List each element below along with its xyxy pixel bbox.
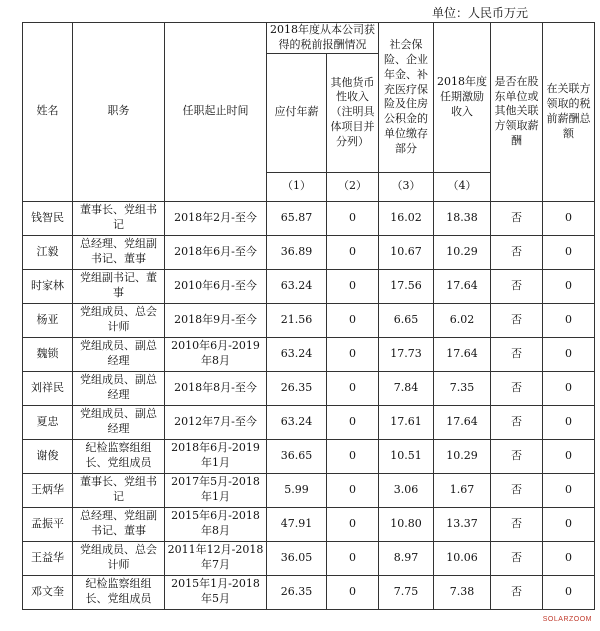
header-tenure: 任职起止时间 [165,23,267,202]
cell-other: 0 [327,575,379,609]
cell-social: 10.51 [379,439,434,473]
cell-incentive: 1.67 [434,473,491,507]
cell-salary: 36.05 [267,541,327,575]
cell-salary: 21.56 [267,303,327,337]
header-salary: 应付年薪 [267,53,327,172]
col-num-4: （4） [434,172,491,201]
cell-position: 纪检监察组组长、党组成员 [73,439,165,473]
cell-tenure: 2015年6月-2018年8月 [165,507,267,541]
cell-other: 0 [327,473,379,507]
cell-social: 17.56 [379,269,434,303]
cell-name: 钱智民 [23,201,73,235]
cell-salary: 47.91 [267,507,327,541]
header-position: 职务 [73,23,165,202]
cell-related-total: 0 [543,371,595,405]
table-row [23,473,595,507]
cell-name: 刘祥民 [23,371,73,405]
cell-other: 0 [327,541,379,575]
header-other-income: 其他货币性收入（注明具体项目并分列） [327,53,379,172]
col-num-2: （2） [327,172,379,201]
cell-related: 否 [491,269,543,303]
cell-related-total: 0 [543,439,595,473]
cell-tenure: 2018年2月-至今 [165,201,267,235]
cell-related: 否 [491,201,543,235]
cell-related-total: 0 [543,575,595,609]
cell-incentive: 7.35 [434,371,491,405]
cell-related: 否 [491,473,543,507]
cell-other: 0 [327,303,379,337]
header-related-total: 在关联方领取的税前薪酬总额 [543,23,595,202]
cell-name: 时家林 [23,269,73,303]
cell-social: 17.61 [379,405,434,439]
cell-tenure: 2010年6月-2019年8月 [165,337,267,371]
table-row [23,337,595,371]
cell-incentive: 7.38 [434,575,491,609]
cell-name: 王炳华 [23,473,73,507]
cell-name: 杨亚 [23,303,73,337]
cell-salary: 5.99 [267,473,327,507]
header-social-insurance: 社会保险、企业年金、补充医疗保险及住房公积金的单位缴存部分 [379,23,434,173]
cell-related-total: 0 [543,405,595,439]
cell-salary: 63.24 [267,337,327,371]
cell-tenure: 2018年6月-至今 [165,235,267,269]
cell-related: 否 [491,507,543,541]
cell-position: 党组成员、总会计师 [73,303,165,337]
cell-other: 0 [327,507,379,541]
table-row [23,405,595,439]
cell-incentive: 17.64 [434,405,491,439]
cell-tenure: 2012年7月-至今 [165,405,267,439]
cell-incentive: 10.06 [434,541,491,575]
cell-name: 江毅 [23,235,73,269]
cell-incentive: 17.64 [434,269,491,303]
table-row [23,269,595,303]
cell-other: 0 [327,337,379,371]
col-num-1: （1） [267,172,327,201]
cell-position: 总经理、党组副书记、董事 [73,235,165,269]
cell-social: 6.65 [379,303,434,337]
cell-related: 否 [491,439,543,473]
cell-incentive: 17.64 [434,337,491,371]
cell-position: 党组成员、副总经理 [73,337,165,371]
cell-related: 否 [491,235,543,269]
cell-position: 党组成员、总会计师 [73,541,165,575]
cell-other: 0 [327,405,379,439]
cell-incentive: 13.37 [434,507,491,541]
cell-name: 夏忠 [23,405,73,439]
cell-position: 董事长、党组书记 [73,473,165,507]
cell-other: 0 [327,269,379,303]
cell-related: 否 [491,337,543,371]
cell-social: 17.73 [379,337,434,371]
cell-position: 党组副书记、董事 [73,269,165,303]
cell-incentive: 18.38 [434,201,491,235]
table-row [23,235,595,269]
cell-tenure: 2011年12月-2018年7月 [165,541,267,575]
cell-other: 0 [327,439,379,473]
cell-social: 8.97 [379,541,434,575]
cell-related: 否 [491,575,543,609]
table-row [23,439,595,473]
cell-related: 否 [491,541,543,575]
cell-social: 10.80 [379,507,434,541]
cell-incentive: 10.29 [434,439,491,473]
cell-position: 董事长、党组书记 [73,201,165,235]
table-row [23,303,595,337]
cell-related-total: 0 [543,507,595,541]
cell-name: 王益华 [23,541,73,575]
table-row [23,507,595,541]
cell-related-total: 0 [543,303,595,337]
cell-social: 7.84 [379,371,434,405]
cell-related-total: 0 [543,269,595,303]
cell-related: 否 [491,303,543,337]
table-row [23,541,595,575]
col-num-3: （3） [379,172,434,201]
table-row [23,371,595,405]
cell-other: 0 [327,235,379,269]
cell-salary: 26.35 [267,575,327,609]
cell-related-total: 0 [543,337,595,371]
cell-salary: 65.87 [267,201,327,235]
header-name: 姓名 [23,23,73,202]
cell-name: 谢俊 [23,439,73,473]
cell-tenure: 2018年9月-至今 [165,303,267,337]
cell-position: 党组成员、副总经理 [73,371,165,405]
cell-name: 魏锁 [23,337,73,371]
cell-position: 党组成员、副总经理 [73,405,165,439]
cell-related: 否 [491,405,543,439]
cell-social: 10.67 [379,235,434,269]
cell-salary: 63.24 [267,269,327,303]
cell-related: 否 [491,371,543,405]
table-row [23,575,595,609]
cell-position: 总经理、党组副书记、董事 [73,507,165,541]
cell-social: 7.75 [379,575,434,609]
cell-social: 3.06 [379,473,434,507]
watermark: SOLARZOOM [542,616,592,623]
cell-name: 邓文奎 [23,575,73,609]
cell-tenure: 2018年6月-2019年1月 [165,439,267,473]
cell-tenure: 2010年6月-至今 [165,269,267,303]
table-body [23,201,595,609]
cell-tenure: 2017年5月-2018年1月 [165,473,267,507]
cell-position: 纪检监察组组长、党组成员 [73,575,165,609]
cell-tenure: 2015年1月-2018年5月 [165,575,267,609]
cell-name: 孟振平 [23,507,73,541]
cell-related-total: 0 [543,235,595,269]
cell-other: 0 [327,201,379,235]
cell-social: 16.02 [379,201,434,235]
header-incentive: 2018年度任期激励收入 [434,23,491,173]
cell-incentive: 10.29 [434,235,491,269]
header-related-paid: 是否在股东单位或其他关联方领取薪酬 [491,23,543,202]
cell-salary: 36.89 [267,235,327,269]
header-pretax-group: 2018年度从本公司获得的税前报酬情况 [267,23,379,54]
cell-related-total: 0 [543,473,595,507]
cell-related-total: 0 [543,541,595,575]
cell-related-total: 0 [543,201,595,235]
cell-other: 0 [327,371,379,405]
cell-salary: 36.65 [267,439,327,473]
cell-salary: 26.35 [267,371,327,405]
cell-salary: 63.24 [267,405,327,439]
compensation-table [22,22,595,610]
cell-tenure: 2018年8月-至今 [165,371,267,405]
table-row [23,201,595,235]
cell-incentive: 6.02 [434,303,491,337]
unit-label: 单位：人民币万元 [431,6,528,20]
